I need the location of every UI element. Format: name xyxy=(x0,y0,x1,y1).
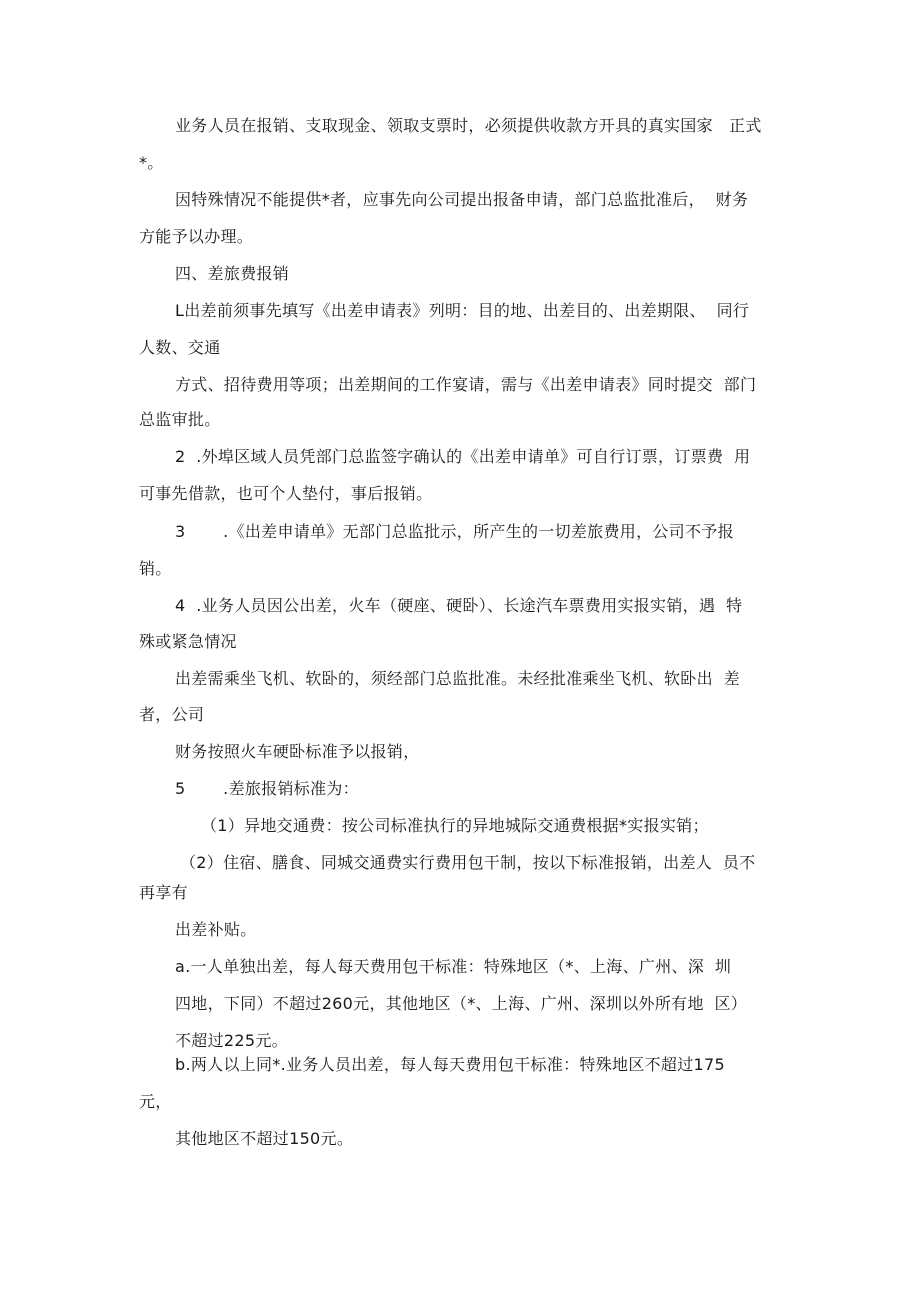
text-line: a.一人单独出差，每人每天费用包干标准：特殊地区（*、上海、广州、深 圳 xyxy=(175,957,732,976)
text-line: （1）异地交通费：按公司标准执行的异地城际交通费根据*实报实销； xyxy=(201,816,709,835)
text-line: 方式、招待费用等项；出差期间的工作宴请，需与《出差申请表》同时提交 部门 xyxy=(175,375,757,394)
text-line: 2 .外埠区域人员凭部门总监签字确认的《出差申请单》可自行订票，订票费 用 xyxy=(175,447,751,466)
section-heading: 四、差旅费报销 xyxy=(175,264,290,283)
text-line: 4 .业务人员因公出差，火车（硬座、硬卧）、长途汽车票费用实报实销，遇 特 xyxy=(175,596,743,615)
text-line: L出差前须事先填写《出差申请表》列明：目的地、出差目的、出差期限、 同行 xyxy=(175,301,750,320)
text-line: 财务按照火车硬卧标准予以报销， xyxy=(175,742,420,761)
text-line: 四地，下同）不超过260元，其他地区（*、上海、广州、深圳以外所有地 区） xyxy=(175,994,748,1013)
text-line: 元， xyxy=(139,1092,172,1111)
text-line: 再享有 xyxy=(139,883,188,902)
text-line: b.两人以上同*.业务人员出差，每人每天费用包干标准：特殊地区不超过175 xyxy=(175,1055,725,1074)
text-line: 总监审批。 xyxy=(139,410,221,429)
text-line: 3 .《出差申请单》无部门总监批示，所产生的一切差旅费用，公司不予报 xyxy=(175,522,734,541)
text-line: 殊或紧急情况 xyxy=(139,632,237,651)
text-line: 不超过225元。 xyxy=(175,1031,288,1050)
text-line: 5 .差旅报销标准为： xyxy=(175,779,359,798)
text-line: 人数、交通 xyxy=(139,338,221,357)
text-line: 出差补贴。 xyxy=(175,920,257,939)
text-line: 其他地区不超过150元。 xyxy=(175,1129,354,1148)
text-line: 出差需乘坐飞机、软卧的，须经部门总监批准。未经批准乘坐飞机、软卧出 差 xyxy=(175,669,740,688)
text-line: 因特殊情况不能提供*者，应事先向公司提出报备申请，部门总监批准后， 财务 xyxy=(175,190,749,209)
text-line: 销。 xyxy=(139,559,172,578)
text-line: 方能予以办理。 xyxy=(139,227,254,246)
text-line: *。 xyxy=(139,153,164,172)
text-line: （2）住宿、膳食、同城交通费实行费用包干制，按以下标准报销，出差人 员不 xyxy=(180,853,756,872)
text-line: 业务人员在报销、支取现金、领取支票时，必须提供收款方开具的真实国家 正式 xyxy=(175,116,762,135)
text-line: 者，公司 xyxy=(139,705,205,724)
text-line: 可事先借款，也可个人垫付，事后报销。 xyxy=(139,484,433,503)
